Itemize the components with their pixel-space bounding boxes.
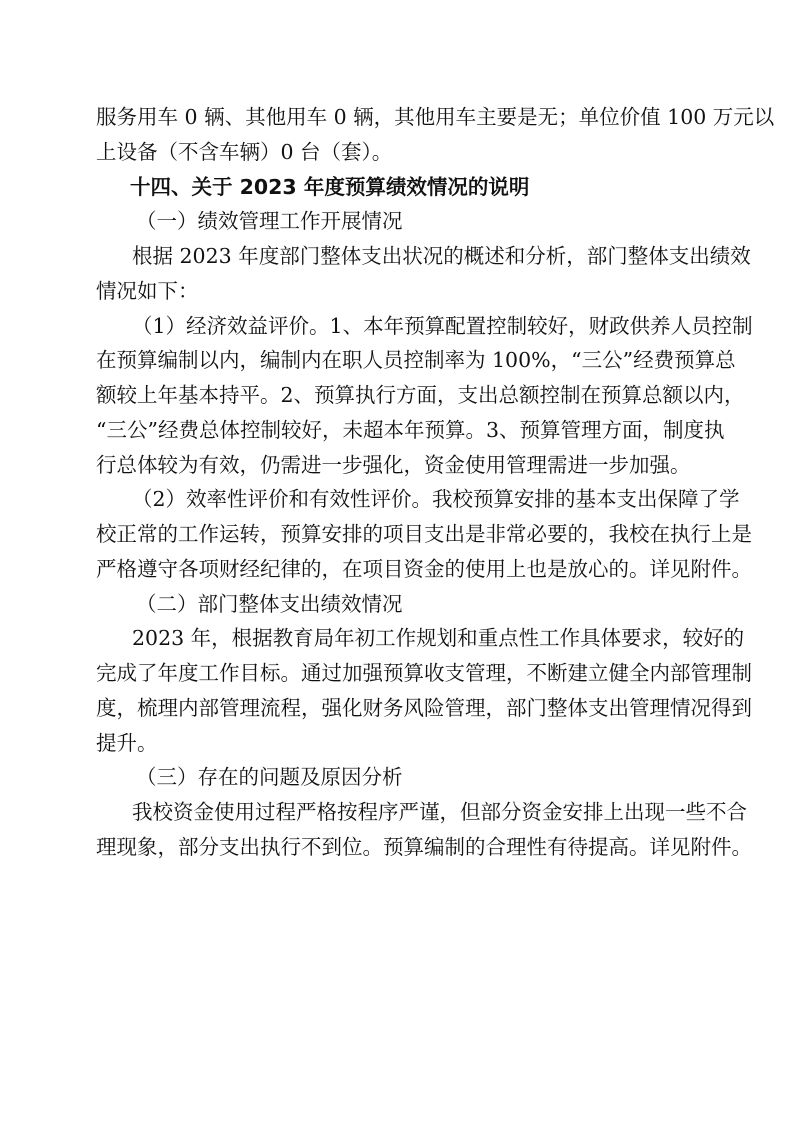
body-text-line: 2023 年，根据教育局年初工作规划和重点性工作具体要求，较好的 bbox=[132, 626, 745, 651]
subsection-heading: （三）存在的问题及原因分析 bbox=[136, 765, 403, 790]
body-text-line: 理现象，部分支出执行不到位。预算编制的合理性有待提高。详见附件。 bbox=[96, 834, 752, 859]
body-text-line: 完成了年度工作目标。通过加强预算收支管理，不断建立健全内部管理制 bbox=[96, 661, 752, 685]
body-text-line: 在预算编制以内，编制内在职人员控制率为 100%，“三公”经费预算总 bbox=[96, 348, 736, 373]
body-text-line: 提升。 bbox=[96, 730, 158, 755]
body-text-line: 服务用车 0 辆、其他用车 0 辆，其他用车主要是无；单位价值 100 万元以 bbox=[96, 105, 775, 129]
body-text-line: 上设备（不含车辆）0 台（套）。 bbox=[96, 139, 393, 164]
body-text-line: 行总体较为有效，仍需进一步强化，资金使用管理需进一步加强。 bbox=[96, 452, 691, 477]
section-heading: 十四、关于 2023 年度预算绩效情况的说明 bbox=[130, 174, 530, 199]
body-text-line: 严格遵守各项财经纪律的，在项目资金的使用上也是放心的。详见附件。 bbox=[96, 556, 752, 581]
subsection-heading: （二）部门整体支出绩效情况 bbox=[136, 591, 403, 616]
body-text-line: 校正常的工作运转，预算安排的项目支出是非常必要的，我校在执行上是 bbox=[96, 522, 752, 546]
body-text-line: 度，梳理内部管理流程，强化财务风险管理，部门整体支出管理情况得到 bbox=[96, 695, 752, 720]
body-text-line: （2）效率性评价和有效性评价。我校预算安排的基本支出保障了学 bbox=[132, 487, 740, 512]
body-text-line: （1）经济效益评价。1、本年预算配置控制较好，财政供养人员控制 bbox=[132, 313, 753, 338]
subsection-heading: （一）绩效管理工作开展情况 bbox=[136, 209, 403, 234]
body-text-line: 情况如下： bbox=[96, 278, 199, 303]
body-text-line: 额较上年基本持平。2、预算执行方面，支出总额控制在预算总额以内， bbox=[96, 383, 745, 407]
body-text-line: 我校资金使用过程严格按程序严谨，但部分资金安排上出现一些不合 bbox=[132, 800, 747, 824]
body-text-line: “三公”经费总体控制较好，未超本年预算。3、预算管理方面，制度执 bbox=[96, 417, 725, 442]
body-text-line: 根据 2023 年度部门整体支出状况的概述和分析，部门整体支出绩效 bbox=[132, 244, 751, 268]
document-page bbox=[96, 100, 775, 865]
